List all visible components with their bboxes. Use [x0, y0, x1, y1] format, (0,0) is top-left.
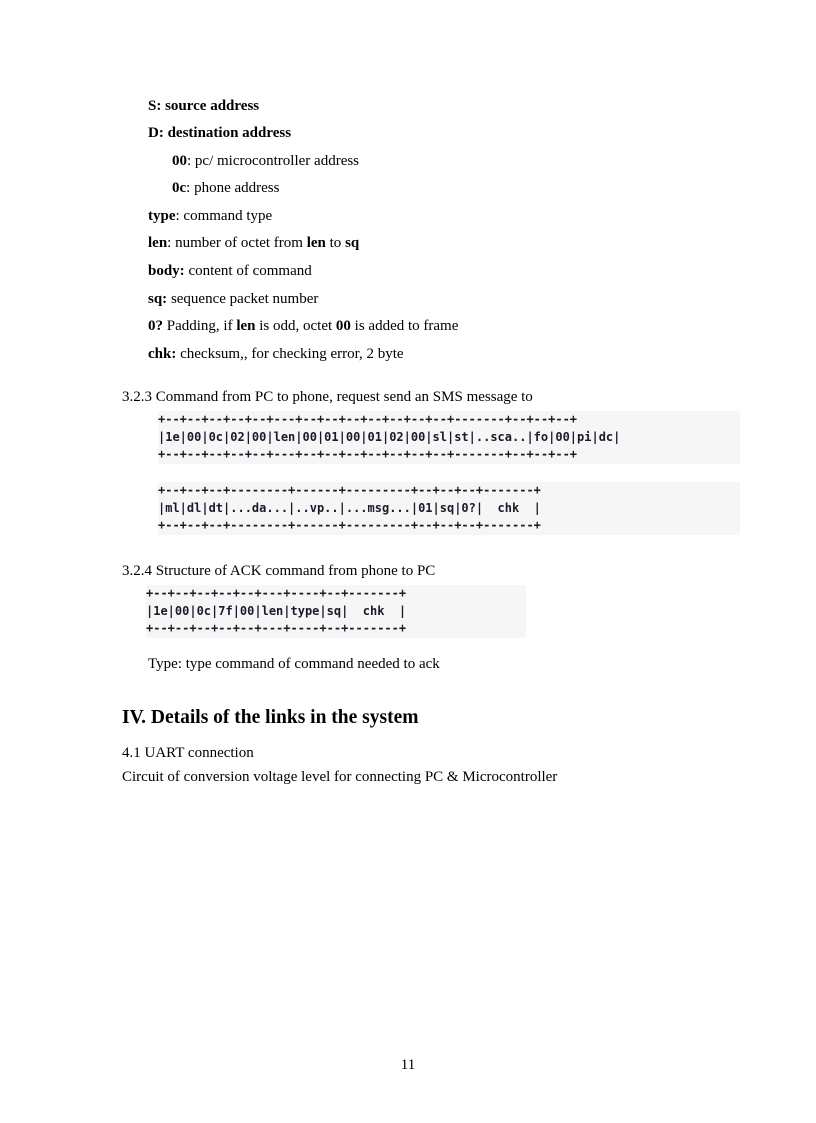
- def-term: 0?: [148, 318, 163, 334]
- def-chk: [148, 345, 404, 363]
- def-desc: checksum,, for checking error, 2 byte: [176, 346, 404, 362]
- def-desc: sequence packet number: [167, 291, 319, 307]
- def-destination-address: D: destination address: [148, 125, 292, 141]
- def-term: chk:: [148, 346, 177, 362]
- ack-frame: +--+--+--+--+--+---+----+--+-------+ |1e|00|0c|7f|00|len|type|sq| chk | +--+--+--+--+--+---+----+--+-------+: [146, 585, 526, 638]
- def-desc: : phone address: [186, 180, 280, 196]
- def-term: type: [148, 208, 176, 224]
- def-term: sq:: [148, 291, 168, 307]
- def-body: [148, 262, 312, 280]
- def-desc: : command type: [175, 208, 273, 224]
- def-term-sq: sq: [345, 235, 360, 251]
- def-desc: : pc/ microcontroller address: [187, 153, 360, 169]
- page-number: 11: [400, 1057, 416, 1073]
- section-3-2-3-heading: 3.2.3 Command from PC to phone, request send an SMS message to: [122, 389, 533, 405]
- def-source-address: S: source address: [148, 98, 260, 114]
- def-type: [148, 207, 272, 225]
- def-desc: is odd, octet: [255, 318, 336, 334]
- def-term: body:: [148, 263, 185, 279]
- def-phone-address: [172, 179, 279, 197]
- def-desc: is added to frame: [350, 318, 459, 334]
- ack-type-note: Type: type command of command needed to ack: [148, 656, 440, 672]
- section-4-1-text: Circuit of conversion voltage level for connecting PC & Microcontroller: [122, 769, 558, 785]
- section-4-1-heading: 4.1 UART connection: [122, 745, 254, 761]
- def-term: len: [148, 235, 168, 251]
- def-term-00: 00: [335, 318, 351, 334]
- def-term-len: len: [236, 318, 256, 334]
- def-desc-to: to: [325, 235, 346, 251]
- sms-frame-part1: +--+--+--+--+--+---+--+--+--+--+--+--+--+-------+--+--+--+ |1e|00|0c|02|00|len|00|01|00|01|02|00|sl|st|..sca..|fo|00|pi|dc| +--+--+--+--+--+---+--+--+--+--+--+--+--+-------+--+--+--+: [158, 411, 740, 464]
- def-pc-address: [172, 152, 359, 170]
- def-len: [148, 234, 359, 252]
- def-term: 00: [172, 153, 187, 169]
- def-desc: : number of octet from: [167, 235, 307, 251]
- def-term: 0c: [172, 180, 187, 196]
- def-desc: content of command: [184, 263, 312, 279]
- section-iv-title: IV. Details of the links in the system: [122, 707, 419, 728]
- def-padding: [148, 317, 458, 335]
- def-desc: Padding, if: [163, 318, 237, 334]
- section-3-2-4-heading: 3.2.4 Structure of ACK command from phone to PC: [122, 563, 436, 579]
- def-sq: [148, 290, 318, 308]
- def-term-len: len: [306, 235, 326, 251]
- sms-frame-part2: +--+--+--+--------+------+---------+--+--+--+-------+ |ml|dl|dt|...da...|..vp..|...msg...|01|sq|0?| chk | +--+--+--+--------+------+---------+--+--+--+-------+: [158, 482, 740, 535]
